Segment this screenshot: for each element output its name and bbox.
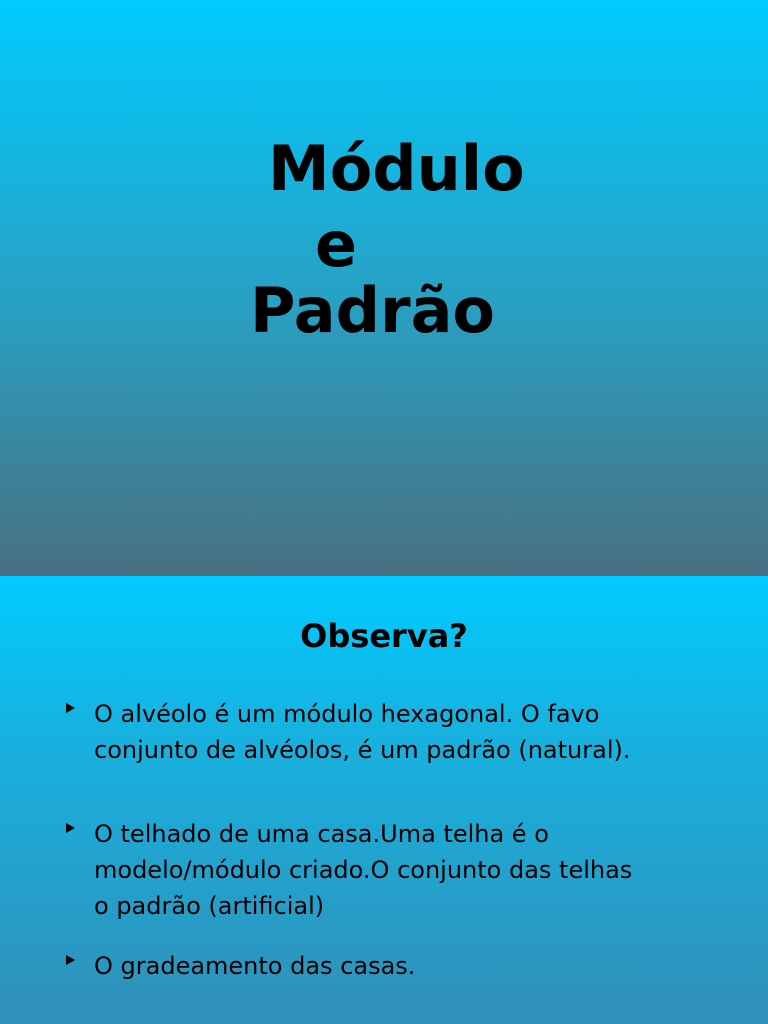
title-line-e: e <box>315 208 358 281</box>
slide-title: Observa? <box>300 617 468 655</box>
content-slide <box>0 576 768 1024</box>
title-line-padrao: Padrão <box>250 274 496 347</box>
arrowhead-icon <box>66 955 75 965</box>
list-item-text: O telhado de uma casa.Uma telha é o modelo/módulo criado.O conjunto das telhas o padrão (artificial) <box>94 820 633 920</box>
arrowhead-icon <box>66 823 75 833</box>
title-line-modulo: Módulo <box>268 132 525 205</box>
list-item-text: O alvéolo é um módulo hexagonal. O favo conjunto de alvéolos, é um padrão (natural). <box>94 700 631 764</box>
arrowhead-icon <box>66 703 75 713</box>
list-item-text: O gradeamento das casas. <box>94 952 416 980</box>
